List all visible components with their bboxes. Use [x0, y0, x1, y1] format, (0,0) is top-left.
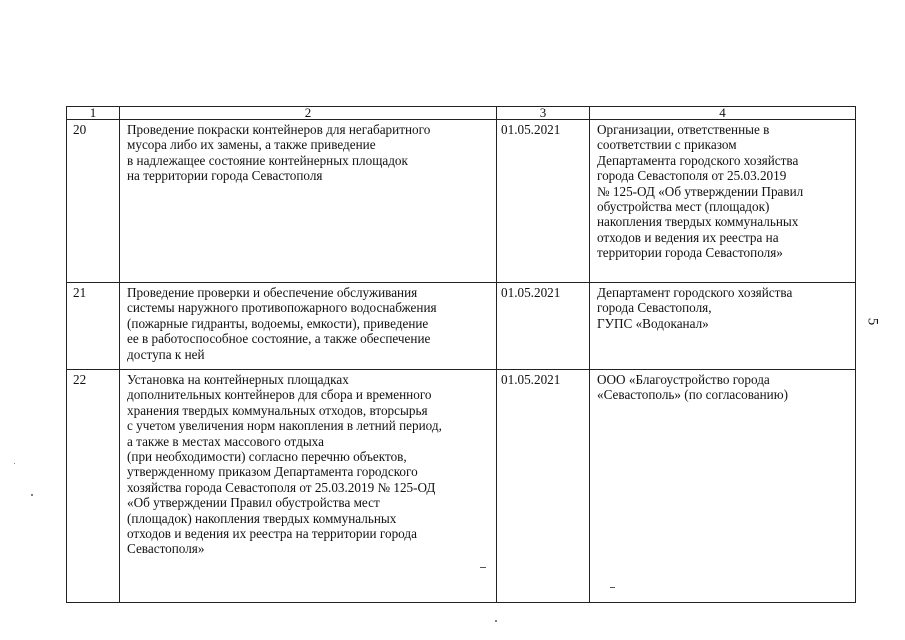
- action-line: Проведение проверки и обеспечение обслуживания: [127, 285, 418, 300]
- responsible-line: ООО «Благоустройство города: [597, 372, 770, 387]
- action-line: системы наружного противопожарного водоснабжения: [127, 300, 437, 316]
- responsible-line: Департамент городского хозяйства: [597, 285, 793, 300]
- responsible-cell: [590, 283, 856, 370]
- header-cell-1: 1: [67, 107, 120, 120]
- deadline-cell: 01.05.2021: [497, 120, 590, 283]
- action-line: а также в местах массового отдыха: [127, 433, 324, 449]
- plan-table: [66, 106, 856, 603]
- action-line: дополнительных контейнеров для сбора и временного: [127, 387, 432, 403]
- action-line: «Об утверждении Правил обустройства мест: [127, 495, 380, 511]
- page-number: 5: [864, 317, 881, 326]
- responsible-line: территории города Севастополя»: [597, 245, 783, 261]
- scan-speck: [480, 567, 486, 568]
- table-row: [67, 283, 856, 370]
- action-line: (площадок) накопления твердых коммунальных: [127, 510, 397, 526]
- action-line: (при необходимости) согласно перечню объектов,: [127, 449, 407, 465]
- header-cell-4: 4: [590, 107, 856, 120]
- action-line: отходов и ведения их реестра на территории города: [127, 526, 417, 542]
- action-line: ее в работоспособное состояние, а также обеспечение: [127, 331, 431, 347]
- header-cell-3: 3: [497, 107, 590, 120]
- row-number: 21: [67, 283, 120, 370]
- table-row: [67, 370, 856, 603]
- action-line: доступа к ней: [127, 346, 205, 362]
- action-cell: [120, 283, 497, 370]
- responsible-line: города Севастополя,: [597, 300, 712, 316]
- action-line: (пожарные гидранты, водоемы, емкости), приведение: [127, 315, 429, 331]
- responsible-cell: [590, 370, 856, 603]
- row-number: 20: [67, 120, 120, 283]
- action-line: Проведение покраски контейнеров для негабаритного: [127, 122, 431, 137]
- responsible-line: соответствии с приказом: [597, 137, 737, 153]
- responsible-line: накопления твердых коммунальных: [597, 214, 799, 230]
- action-line: на территории города Севастополя: [127, 168, 323, 184]
- action-line: Установка на контейнерных площадках: [127, 372, 349, 387]
- responsible-line: отходов и ведения их реестра на: [597, 229, 779, 245]
- deadline-cell: 01.05.2021: [497, 370, 590, 603]
- deadline-cell: 01.05.2021: [497, 283, 590, 370]
- responsible-cell: [590, 120, 856, 283]
- responsible-line: «Севастополь» (по согласованию): [597, 387, 788, 403]
- action-line: Севастополя»: [127, 541, 205, 557]
- responsible-line: Департамента городского хозяйства: [597, 152, 799, 168]
- row-number: 22: [67, 370, 120, 603]
- header-cell-2: 2: [120, 107, 497, 120]
- action-line: хозяйства города Севастополя от 25.03.2019 № 125-ОД: [127, 479, 436, 495]
- action-cell: [120, 120, 497, 283]
- scan-speck: [14, 463, 15, 464]
- header-row: [67, 107, 856, 120]
- table-row: [67, 120, 856, 283]
- responsible-line: ГУПС «Водоканал»: [597, 315, 709, 331]
- action-line: утвержденному приказом Департамента городского: [127, 464, 418, 480]
- action-line: в надлежащее состояние контейнерных площадок: [127, 152, 408, 168]
- scan-speck: [31, 494, 33, 496]
- responsible-line: № 125-ОД «Об утверждении Правил: [597, 183, 804, 199]
- scan-speck: [610, 587, 615, 588]
- action-line: мусора либо их замены, а также приведение: [127, 137, 376, 153]
- action-line: с учетом увеличения норм накопления в летний период,: [127, 418, 442, 434]
- responsible-line: города Севастополя от 25.03.2019: [597, 168, 787, 184]
- action-cell: [120, 370, 497, 603]
- responsible-line: Организации, ответственные в: [597, 122, 770, 137]
- action-line: хранения твердых коммунальных отходов, вторсырья: [127, 402, 428, 418]
- scan-speck: [495, 620, 497, 622]
- responsible-line: обустройства мест (площадок): [597, 199, 770, 215]
